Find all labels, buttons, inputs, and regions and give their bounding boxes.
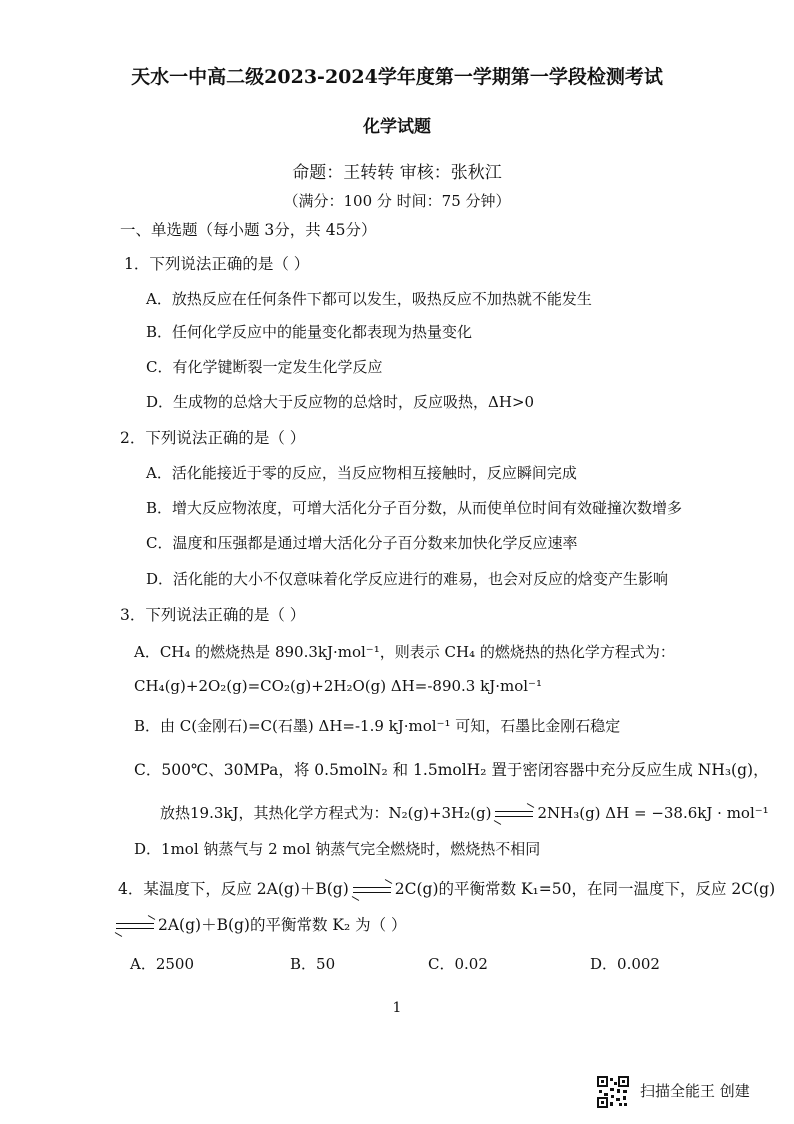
question-1-option-a: A．放热反应在任何条件下都可以发生，吸热反应不加热就不能发生 [146,290,592,308]
exam-authors: 命题：王转转 审核：张秋江 [292,163,502,183]
question-4-stem-part1: 4．某温度下，反应 2A(g)＋B(g) [118,880,349,898]
question-3-option-c-line2-product: 2NH₃(g) ΔH = −38.6kJ · mol⁻¹ [537,804,769,822]
question-1-stem: 1．下列说法正确的是（ ） [124,255,310,273]
question-1-option-d: D．生成物的总焓大于反应物的总焓时，反应吸热，ΔH>0 [146,393,535,411]
question-3-stem: 3．下列说法正确的是（ ） [120,606,306,624]
question-4-option-c: C．0.02 [428,955,488,973]
question-4-stem-part2: 2C(g)的平衡常数 K₁=50，在同一温度下，反应 2C(g) [394,880,776,898]
question-3-option-d: D．1mol 钠蒸气与 2 mol 钠蒸气完全燃烧时，燃烧热不相同 [134,840,541,858]
question-4-option-a: A．2500 [130,955,195,973]
exam-subtitle: 化学试题 [363,117,431,137]
question-4-option-d: D．0.002 [590,955,660,973]
question-1-option-c: C．有化学键断裂一定发生化学反应 [146,358,383,376]
equilibrium-arrow-icon [495,809,533,819]
question-3-option-c-line2 [160,802,769,823]
question-3-option-c-line2-text: 放热19.3kJ，其热化学方程式为：N₂(g)+3H₂(g) [160,804,492,822]
question-3-option-a-line1: A．CH₄ 的燃烧热是 890.3kJ·mol⁻¹，则表示 CH₄ 的燃烧热的热化学方程式为： [134,643,675,661]
question-4-option-b: B．50 [290,955,336,973]
question-2-option-a: A．活化能接近于零的反应，当反应物相互接触时，反应瞬间完成 [146,464,577,482]
question-3-option-a-equation: CH₄(g)+2O₂(g)=CO₂(g)+2H₂O(g) ΔH=-890.3 kJ·mol⁻¹ [134,677,542,695]
question-3-option-b: B．由 C(金刚石)=C(石墨) ΔH=-1.9 kJ·mol⁻¹ 可知，石墨比金刚石稳定 [134,717,621,735]
question-4-stem-line2 [116,913,407,935]
question-2-option-c: C．温度和压强都是通过增大活化分子百分数来加快化学反应速率 [146,534,578,552]
question-2-option-d: D．活化能的大小不仅意味着化学反应进行的难易，也会对反应的焓变产生影响 [146,570,669,588]
equilibrium-arrow-icon [116,921,154,931]
question-2-option-b: B．增大反应物浓度，可增大活化分子百分数，从而使单位时间有效碰撞次数增多 [146,499,683,517]
page-number: 1 [392,1000,402,1016]
question-4-stem-part3: 2A(g)＋B(g)的平衡常数 K₂ 为（ ） [158,916,407,934]
scanner-watermark: 扫描全能王 创建 [640,1082,750,1100]
equilibrium-arrow-icon [353,885,391,895]
section-label: 一、单选题（每小题 3分，共 45分） [120,221,377,239]
question-3-option-c-line1: C．500℃、30MPa，将 0.5molN₂ 和 1.5molH₂ 置于密闭容器中充分反应生成 NH₃(g)， [134,761,769,779]
question-4-stem-line1 [118,877,775,899]
question-1-option-b: B．任何化学反应中的能量变化都表现为热量变化 [146,323,473,341]
exam-meta: （满分：100 分 时间：75 分钟） [283,192,511,210]
qr-code-icon [597,1076,629,1108]
question-2-stem: 2．下列说法正确的是（ ） [120,429,306,447]
exam-title: 天水一中高二级2023-2024学年度第一学期第一学段检测考试 [131,66,663,88]
